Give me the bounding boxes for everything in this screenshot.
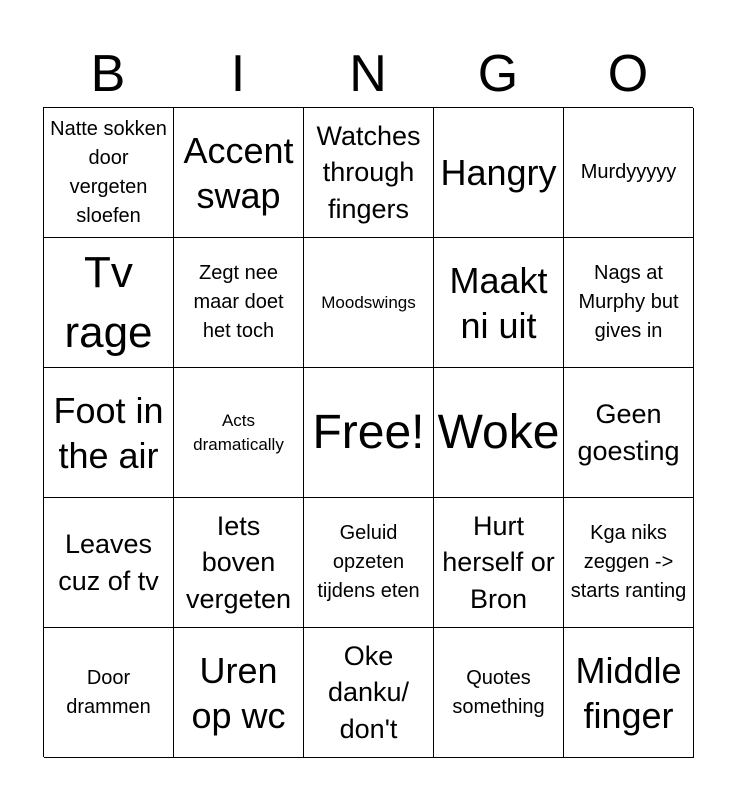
cell-text: Tv rage <box>64 248 153 357</box>
bingo-cell[interactable] <box>174 368 304 498</box>
free-space-cell[interactable] <box>304 368 434 498</box>
header-letter-o: O <box>607 45 649 103</box>
bingo-cell[interactable] <box>434 498 564 628</box>
cell-text: Middle finger <box>575 649 682 736</box>
cell-text: Woke <box>437 405 560 459</box>
cell-text: Moodswings <box>321 292 416 312</box>
bingo-cell[interactable] <box>304 108 434 238</box>
cell-text: Acts dramatically <box>193 410 284 454</box>
cell-text: Foot in the air <box>53 389 164 476</box>
cell-text: Hangry <box>440 152 557 193</box>
bingo-cell[interactable] <box>174 498 304 628</box>
cell-text: Murdyyyyy <box>580 161 677 183</box>
cell-text: Maakt ni uit <box>449 259 548 346</box>
cell-text: Oke danku/ don't <box>327 640 410 744</box>
cell-text: Watches through fingers <box>316 120 421 224</box>
bingo-cell[interactable] <box>44 238 174 368</box>
bingo-cell[interactable] <box>304 498 434 628</box>
cell-text: Hurt herself or Bron <box>442 510 555 614</box>
bingo-cell[interactable] <box>304 238 434 368</box>
bingo-cell[interactable] <box>44 628 174 758</box>
bingo-cell[interactable] <box>174 108 304 238</box>
cell-text: Door drammen <box>66 666 151 718</box>
bingo-cell[interactable] <box>44 368 174 498</box>
bingo-cell[interactable] <box>434 628 564 758</box>
bingo-card-grid <box>43 107 693 757</box>
bingo-header <box>43 40 693 108</box>
header-letter-g: G <box>477 45 519 103</box>
bingo-cell[interactable] <box>564 368 694 498</box>
header-letter-i: I <box>230 45 246 103</box>
bingo-cell[interactable] <box>564 108 694 238</box>
bingo-cell[interactable] <box>434 238 564 368</box>
header-letter-n: N <box>349 45 387 103</box>
cell-text: Accent swap <box>183 129 294 216</box>
cell-text: Free! <box>312 405 425 459</box>
cell-text: Kga niks zeggen -> starts ranting <box>570 522 687 602</box>
cell-text: Uren op wc <box>191 649 286 736</box>
cell-text: Leaves cuz of tv <box>58 529 159 596</box>
header-letter-b: B <box>90 45 126 103</box>
bingo-cell[interactable] <box>44 498 174 628</box>
bingo-cell[interactable] <box>174 628 304 758</box>
cell-text: Geluid opzeten tijdens eten <box>317 522 420 602</box>
cell-text: Iets boven vergeten <box>185 510 292 614</box>
bingo-cell[interactable] <box>304 628 434 758</box>
bingo-cell[interactable] <box>564 628 694 758</box>
cell-text: Quotes something <box>452 666 545 718</box>
cell-text: Natte sokken door vergeten sloefen <box>50 117 167 227</box>
cell-text: Zegt nee maar doet het toch <box>193 262 284 342</box>
cell-text: Geen goesting <box>577 399 680 466</box>
bingo-cell[interactable] <box>434 368 564 498</box>
cell-text: Nags at Murphy but gives in <box>578 262 679 342</box>
bingo-cell[interactable] <box>564 238 694 368</box>
bingo-cell[interactable] <box>44 108 174 238</box>
bingo-cell[interactable] <box>174 238 304 368</box>
bingo-cell[interactable] <box>564 498 694 628</box>
bingo-cell[interactable] <box>434 108 564 238</box>
